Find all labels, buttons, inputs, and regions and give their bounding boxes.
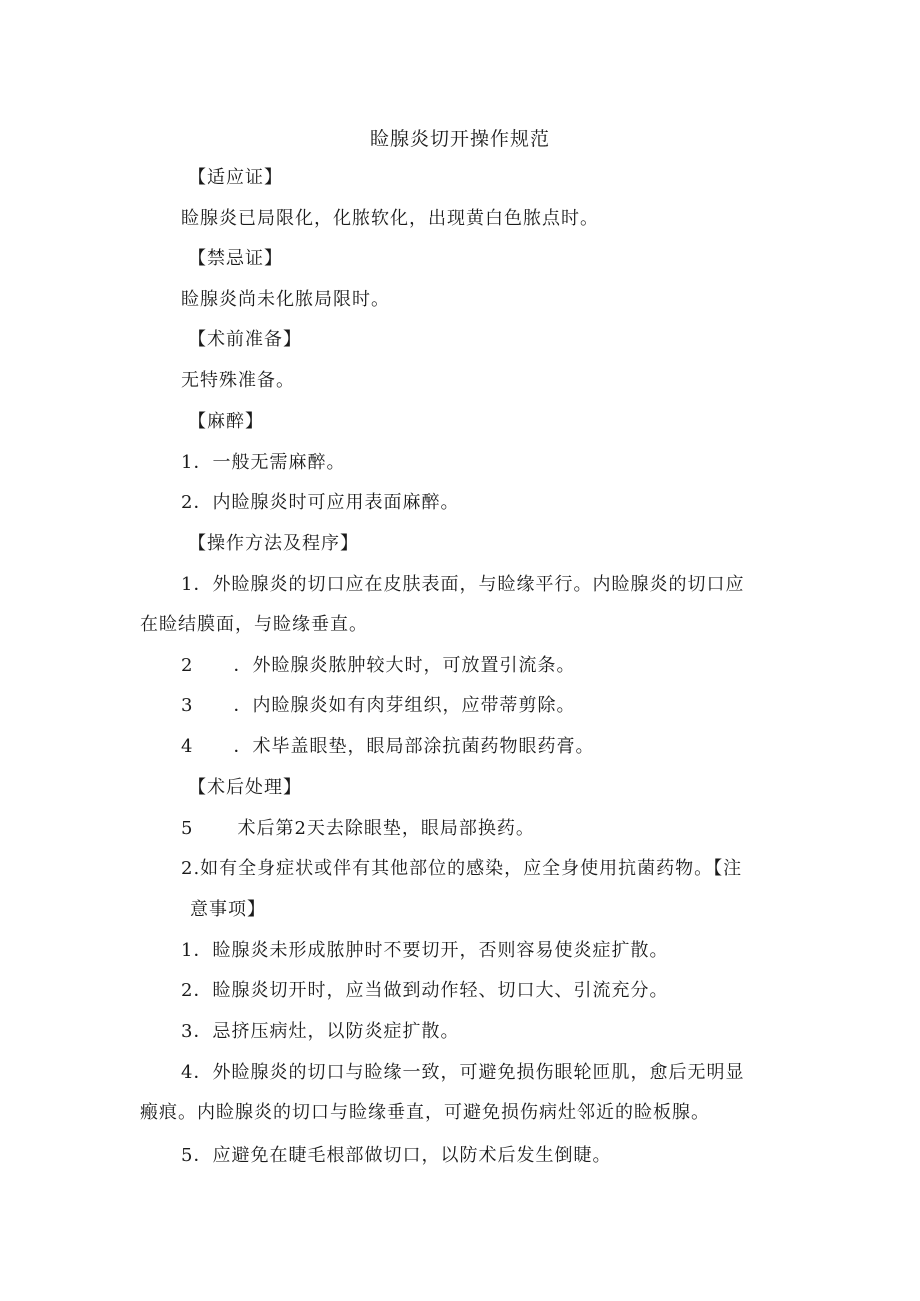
postop-item-1-number: 5 bbox=[181, 818, 194, 839]
procedure-item-2 bbox=[181, 654, 575, 678]
heading-indications: 【适应证】 bbox=[188, 167, 283, 188]
procedure-item-1-line-1: 1．外睑腺炎的切口应在皮肤表面，与睑缘平行。内睑腺炎的切口应 bbox=[181, 574, 745, 595]
procedure-item-2-text: ．外睑腺炎脓肿较大时，可放置引流条。 bbox=[233, 655, 576, 676]
notes-item-1: 1．睑腺炎未形成脓肿时不要切开，否则容易使炎症扩散。 bbox=[181, 940, 669, 961]
anesthesia-item-2: 2．内睑腺炎时可应用表面麻醉。 bbox=[181, 492, 460, 513]
page-title: 睑腺炎切开操作规范 bbox=[369, 128, 550, 150]
procedure-item-4-text: ．术毕盖眼垫，眼局部涂抗菌药物眼药膏。 bbox=[233, 736, 595, 757]
notes-item-4-line-1: 4．外睑腺炎的切口与睑缘一致，可避免损伤眼轮匝肌，愈后无明显 bbox=[181, 1062, 745, 1083]
notes-item-2: 2．睑腺炎切开时，应当做到动作轻、切口大、引流充分。 bbox=[181, 980, 669, 1001]
heading-postop: 【术后处理】 bbox=[188, 777, 302, 798]
procedure-item-3-text: ．内睑腺炎如有肉芽组织，应带蒂剪除。 bbox=[233, 695, 576, 716]
procedure-item-4 bbox=[181, 735, 594, 759]
preop-text: 无特殊准备。 bbox=[181, 370, 295, 391]
heading-anesthesia: 【麻醉】 bbox=[188, 411, 264, 432]
postop-item-1 bbox=[181, 817, 535, 841]
anesthesia-item-1: 1．一般无需麻醉。 bbox=[181, 452, 346, 473]
procedure-item-4-number: 4 bbox=[181, 736, 194, 757]
procedure-item-3 bbox=[181, 694, 575, 718]
procedure-item-2-number: 2 bbox=[181, 655, 194, 676]
postop-item-2-line-2: 意事项】 bbox=[190, 899, 266, 920]
procedure-item-1-line-2: 在睑结膜面，与睑缘垂直。 bbox=[140, 614, 368, 635]
notes-item-3: 3．忌挤压病灶，以防炎症扩散。 bbox=[181, 1021, 460, 1042]
indications-text: 睑腺炎已局限化，化脓软化，出现黄白色脓点时。 bbox=[181, 208, 599, 229]
notes-item-5: 5．应避免在睫毛根部做切口，以防术后发生倒睫。 bbox=[181, 1145, 612, 1166]
procedure-item-3-number: 3 bbox=[181, 695, 194, 716]
postop-item-1-text: 术后第2天去除眼垫，眼局部换药。 bbox=[237, 818, 535, 839]
notes-item-4-line-2: 瘢痕。内睑腺炎的切口与睑缘垂直，可避免损伤病灶邻近的睑板腺。 bbox=[140, 1102, 710, 1123]
heading-preop: 【术前准备】 bbox=[188, 329, 302, 350]
postop-item-2-line-1: 2.如有全身症状或伴有其他部位的感染，应全身使用抗菌药物。【注 bbox=[181, 858, 743, 879]
heading-contraindications: 【禁忌证】 bbox=[188, 248, 283, 269]
heading-procedure: 【操作方法及程序】 bbox=[188, 533, 359, 554]
contraindications-text: 睑腺炎尚未化脓局限时。 bbox=[181, 289, 390, 310]
